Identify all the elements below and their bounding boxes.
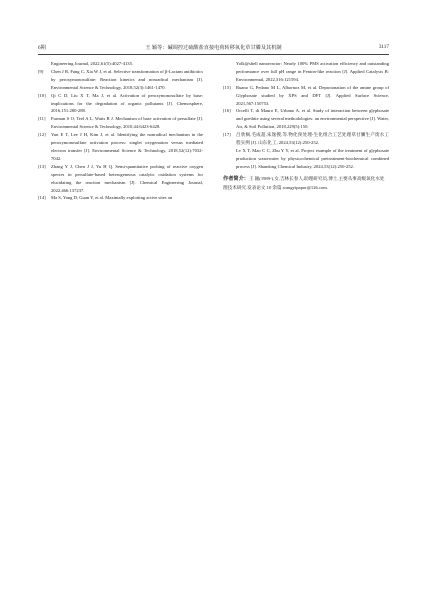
references-left-column bbox=[38, 60, 203, 202]
reference-item: [17] 吕欣枫,毛成超,朱逸搜,等.物化预处理-生化组合工艺处理草甘膦生产废水工程实例 [J]. 山东化工, 2024,53(12):250-252. bbox=[223, 132, 389, 146]
reference-item: [13] Zhang Y J, Chen J J, Yu H Q. Semi-quantitative probing of reactive oxygen species in persulfate-based heterogeneous catalytic oxidation systems for elucidating the reaction mechanism [J]. Chemical Engineering Journal, 2022,466:137237. bbox=[38, 163, 203, 193]
reference-item: [15] Ruano G, Pedano M L, Albornoz M, et al. Deprotonation of the amine group of Glyphosate studied by XPS and DFT [J]. Applied Surface Science, 2021,567:150753. bbox=[223, 84, 389, 106]
author-intro-text: 王 颖(1989-),女,吉林长春人,助理研究员,博士,主要从事高级氧化水处理技术研究.发表论文 10 余篇.wangyipapor@126.com. bbox=[223, 175, 385, 190]
running-header bbox=[38, 42, 389, 52]
reference-item: [16] Orcelli T, di Mauro E, Urbano A, et al. Study of interaction between glyphosate and goethite using several methodologies: an environmental perspective [J]. Water, Air, & Soil Pollution, 2018,229(5):150. bbox=[223, 108, 389, 130]
running-title: 王 颖等：碱调控过硫酸盐直接电荷转移氧化草甘膦及其机制 bbox=[145, 44, 282, 51]
author-intro bbox=[223, 175, 389, 192]
reference-item: [9] Chen J B, Fang C, Xia W J, et al. Selective transformation of β-Lactam antibiotics by peroxymonosulfate: Reaction kinetics and nonradical mechanism [J]. Environmental Science & Technology, 2018,52(3):1461-1470. bbox=[38, 68, 203, 90]
reference-item: [14] Ma S, Yang D, Guan Y, et al. Maximally exploiting active sites on bbox=[38, 195, 173, 201]
issue-label: 6期 bbox=[38, 44, 46, 51]
reference-item: [12] Yun E T, Lee J H, Kim J, et al. Identifying the nonradical mechanism in the peroxymonosulfate activation process: singlet oxygenation versus mediated electron transfer [J]. Environmental Science & Technology, 2018,52(12):7032-7042. bbox=[38, 132, 203, 161]
reference-item: Yolk@shell nanoreactor: Nearly 100% PMS activation efficiency and outstanding performance over full pH range in Fenton-like reaction [J]. Applied Catalysis B: Environmental, 2022,316:121594. bbox=[236, 61, 389, 82]
page-number: 3117 bbox=[378, 44, 389, 50]
references-right-column bbox=[223, 60, 389, 192]
reference-item: [10] Qi C D, Liu X T, Ma J, et al. Activation of peroxymonosulfate by base: implications for the degradation of organic pollutants [J]. Chemosphere, 2016,151:280-288. bbox=[38, 92, 203, 114]
author-intro-label: 作者简介： bbox=[223, 175, 249, 182]
reference-item: Lv X T, Mao C C, Zhu Y Y, et al. Project example of the treatment of glyphosate production wastewater by physicochemical pretreatment-biochemical combined process [J]. Shandong Chemical Industry, 2024,53(12):250-252. bbox=[236, 147, 389, 169]
reference-item: Engineering Journal, 2022,61(5):4027-4135. bbox=[51, 61, 134, 66]
reference-item: [11] Furman S O, Teel A L, Watts R J. Mechanism of base activation of persulfate [J]. Environmental Science & Technology, 2010,44:6423-6428. bbox=[38, 116, 203, 130]
header-rule bbox=[38, 54, 389, 55]
